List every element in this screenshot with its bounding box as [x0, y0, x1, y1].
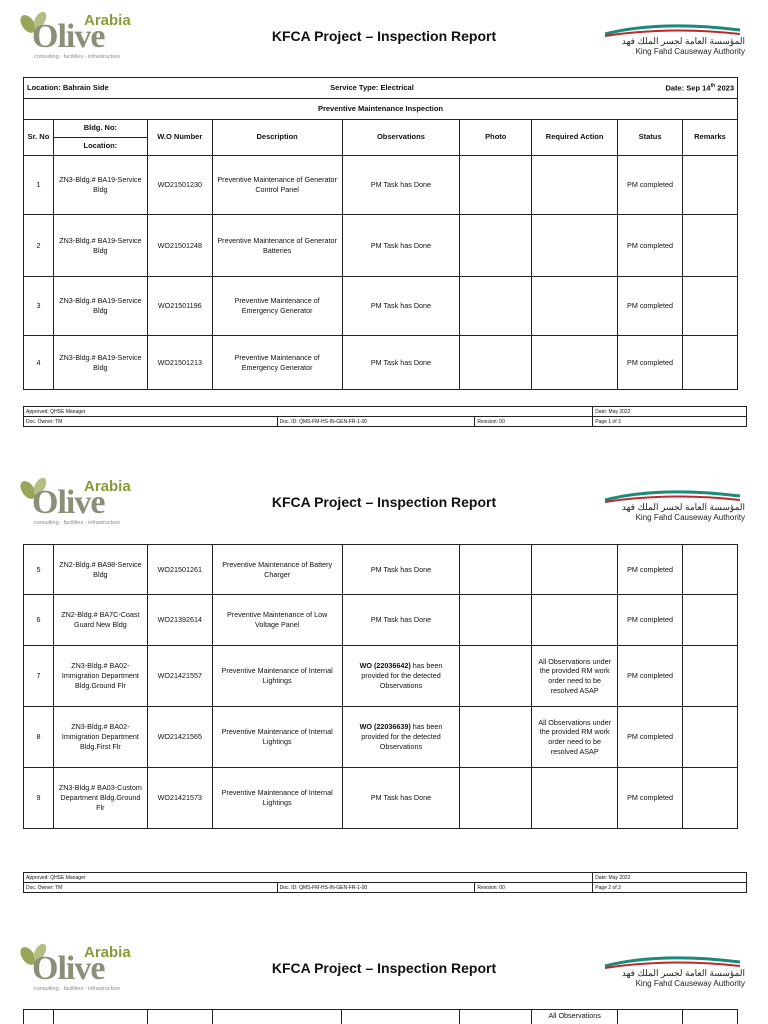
document-footer: Approved: QHSE Manager Date: May 2022 Doc. Owner: TM Doc. ID: QMS-FM-HS-IN-GEN-FR-1-00 Revision: 00 Page 2 of 3: [23, 872, 747, 893]
table-row: 4 ZN3-Bldg.# BA19-Service Bldg WO21501213 Preventive Maintenance of Emergency Generator PM Task has Done PM completed: [24, 336, 738, 390]
table-row: 7 ZN3-Bldg.# BA02-Immigration Department Bldg.Ground Flr WO21421557 Preventive Maintenance of Internal Lightings WO (22036642) has been provided for the detected Observations All Observations under the provided RM work order need to be resolved ASAP PM completed: [24, 646, 738, 707]
col-remarks: Remarks: [682, 120, 737, 156]
report-page-3: [0, 932, 768, 1024]
photo-cell: [460, 545, 532, 595]
photo-cell: [460, 336, 532, 390]
table-row: 9 ZN3-Bldg.# BA03-Custom Department Bldg.Ground Flr WO21421573 Preventive Maintenance of Internal Lightings PM Task has Done PM completed: [24, 768, 738, 829]
kfca-arabic-name: المؤسسة العامة لجسر الملك فهد: [621, 968, 745, 978]
olive-arabia-logo: [14, 10, 144, 62]
logo-sub: Arabia: [84, 944, 131, 961]
logo-tagline: consulting · facilities · infrastructure: [34, 986, 121, 992]
inspection-table-page-1: [23, 77, 738, 390]
col-location: Location:: [53, 138, 147, 156]
photo-cell: [460, 595, 532, 646]
table-row: 2 ZN3-Bldg.# BA19-Service Bldg WO21501248 Preventive Maintenance of Generator Batteries PM Task has Done PM completed: [24, 215, 738, 277]
page-number: Page 2 of 3: [593, 883, 747, 893]
table-row: 6 ZN2-Bldg.# BA7C-Coast Guard New Bldg WO21392614 Preventive Maintenance of Low Voltage Panel PM Task has Done PM completed: [24, 595, 738, 646]
page-number: Page 1 of 3: [593, 417, 747, 427]
kfca-arabic-name: المؤسسة العامة لجسر الملك فهد: [621, 36, 745, 46]
service-type-label: Service Type: Electrical: [212, 78, 531, 99]
location-label: Location: Bahrain Side: [24, 78, 213, 99]
photo-cell: [460, 215, 532, 277]
logo-tagline: consulting · facilities · infrastructure: [34, 520, 121, 526]
photo-cell: [460, 277, 532, 336]
inspection-table-page-2: [23, 544, 738, 829]
report-page-2: [0, 466, 768, 906]
table-row: 5 ZN2-Bldg.# BA98-Service Bldg WO21501261 Preventive Maintenance of Battery Charger PM Task has Done PM completed: [24, 545, 738, 595]
page-header: [0, 466, 768, 526]
logo-tagline: consulting · facilities · infrastructure: [34, 54, 121, 60]
logo-brand: Olive: [32, 484, 105, 521]
logo-sub: Arabia: [84, 12, 131, 29]
table-row: 1 ZN3-Bldg.# BA19-Service Bldg WO21501230 Preventive Maintenance of Generator Control Panel PM Task has Done PM completed: [24, 156, 738, 215]
col-wo-number: W.O Number: [147, 120, 212, 156]
col-status: Status: [618, 120, 683, 156]
section-title: Preventive Maintenance Inspection: [24, 99, 738, 120]
page-header: [0, 932, 768, 992]
table-row: 8 ZN3-Bldg.# BA02-Immigration Department Bldg.First Flr WO21421565 Preventive Maintenance of Internal Lightings WO (22036639) has been provided for the detected Observations All Observations under the provided RM work order need to be resolved ASAP PM completed: [24, 707, 738, 768]
kfca-english-name: King Fahd Causeway Authority: [635, 513, 745, 522]
photo-cell: [460, 156, 532, 215]
table-row: 3 ZN3-Bldg.# BA19-Service Bldg WO21501196 Preventive Maintenance of Emergency Generator PM Task has Done PM completed: [24, 277, 738, 336]
logo-brand: Olive: [32, 950, 105, 987]
page-title: KFCA Project – Inspection Report: [271, 28, 497, 44]
inspection-table-page-3: [23, 1009, 738, 1024]
photo-cell: [460, 768, 532, 829]
logo-brand: Olive: [32, 18, 105, 55]
photo-cell: [460, 707, 532, 768]
document-footer: Approved: QHSE Manager Date: May 2022 Doc. Owner: TM Doc. ID: QMS-FM-HS-IN-GEN-FR-1-00 Revision: 00 Page 1 of 3: [23, 406, 747, 427]
kfca-english-name: King Fahd Causeway Authority: [635, 979, 745, 988]
page-title: KFCA Project – Inspection Report: [271, 494, 497, 510]
report-page-1: [0, 0, 768, 440]
kfca-arabic-name: المؤسسة العامة لجسر الملك فهد: [621, 502, 745, 512]
col-required-action: Required Action: [532, 120, 618, 156]
col-photo: Photo: [460, 120, 532, 156]
report-date: Date: Sep 14th 2023: [532, 78, 738, 99]
logo-sub: Arabia: [84, 478, 131, 495]
kfca-logo: [600, 954, 745, 994]
olive-arabia-logo: [14, 942, 144, 994]
kfca-english-name: King Fahd Causeway Authority: [635, 47, 745, 56]
kfca-logo: [600, 488, 745, 528]
page-title: KFCA Project – Inspection Report: [271, 960, 497, 976]
olive-arabia-logo: [14, 476, 144, 528]
page-header: [0, 0, 768, 60]
photo-cell: [460, 1010, 532, 1024]
table-row: All Observations: [24, 1010, 738, 1024]
photo-cell: [460, 646, 532, 707]
col-observations: Observations: [342, 120, 460, 156]
col-description: Description: [212, 120, 342, 156]
col-bldg-no: Bldg. No:: [53, 120, 147, 138]
col-sr-no: Sr. No: [24, 120, 54, 156]
kfca-logo: [600, 22, 745, 62]
